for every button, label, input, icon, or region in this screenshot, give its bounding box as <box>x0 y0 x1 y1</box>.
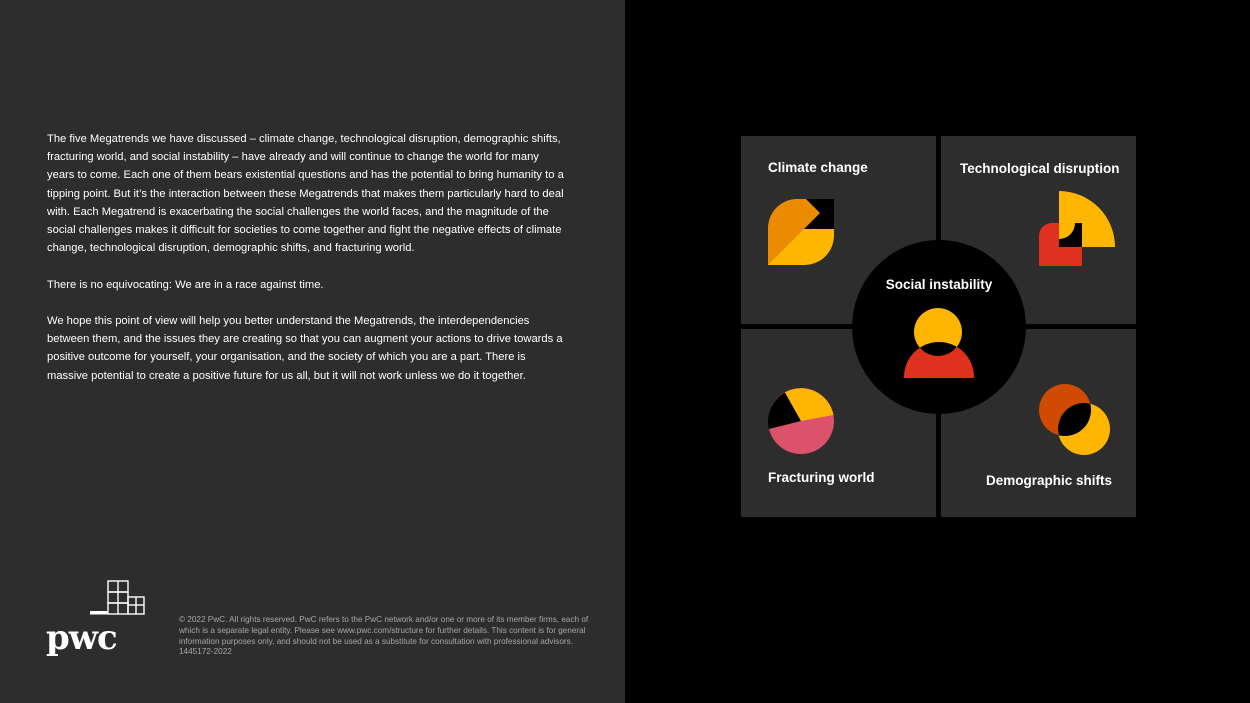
paragraph-3: We hope this point of view will help you better understand the Megatrends, the interdependencies between them, and the issues they are creating so that you can augment your actions to drive towards a positive outcome for yourself, your organisation, and the society of which you are a part. There is massive potential to create a positive future for us all, but it will not work unless we do it together. <box>47 315 563 382</box>
person-icon <box>902 307 976 381</box>
logo-wordmark: pwc <box>46 618 117 658</box>
technological-disruption-icon <box>1039 191 1115 267</box>
demographic-shifts-label: Demographic shifts <box>986 473 1113 488</box>
pwc-logo <box>46 578 148 660</box>
social-instability-circle <box>852 240 1026 414</box>
paragraph-1: The five Megatrends we have discussed – climate change, technological disruption, demographic shifts, fracturing world, and social instability – have already and will continue to change the world for many years to come. Each one of them bears existential questions and has the potential to bring humanity to a tipping point. But it’s the interaction between these Megatrends that makes them particularly hard to deal with. Each Megatrend is exacerbating the social challenges the world faces, and the magnitude of the social challenges makes it difficult for societies to come together and fight the negative effects of climate change, technological disruption, demographic shifts, and fracturing world. <box>47 133 564 255</box>
social-instability-label: Social instability <box>885 277 993 292</box>
body-text <box>47 130 567 403</box>
demographic-shifts-icon <box>1039 384 1115 460</box>
fracturing-world-label: Fracturing world <box>768 470 875 485</box>
technological-disruption-label: Technological disruption <box>960 161 1120 176</box>
climate-change-label: Climate change <box>768 160 868 175</box>
paragraph-2: There is no equivocating: We are in a race against time. <box>47 278 324 291</box>
climate-change-icon <box>768 199 834 265</box>
fracturing-world-icon <box>767 387 835 455</box>
copyright-notice: © 2022 PwC. All rights reserved. PwC refers to the PwC network and/or one or more of its member firms, each of which is a separate legal entity. Please see www.pwc.com/structure for further details. This content is for general information purposes only, and should not be used as a substitute for consultation with professional advisors. 1445172-2022 <box>179 615 589 657</box>
